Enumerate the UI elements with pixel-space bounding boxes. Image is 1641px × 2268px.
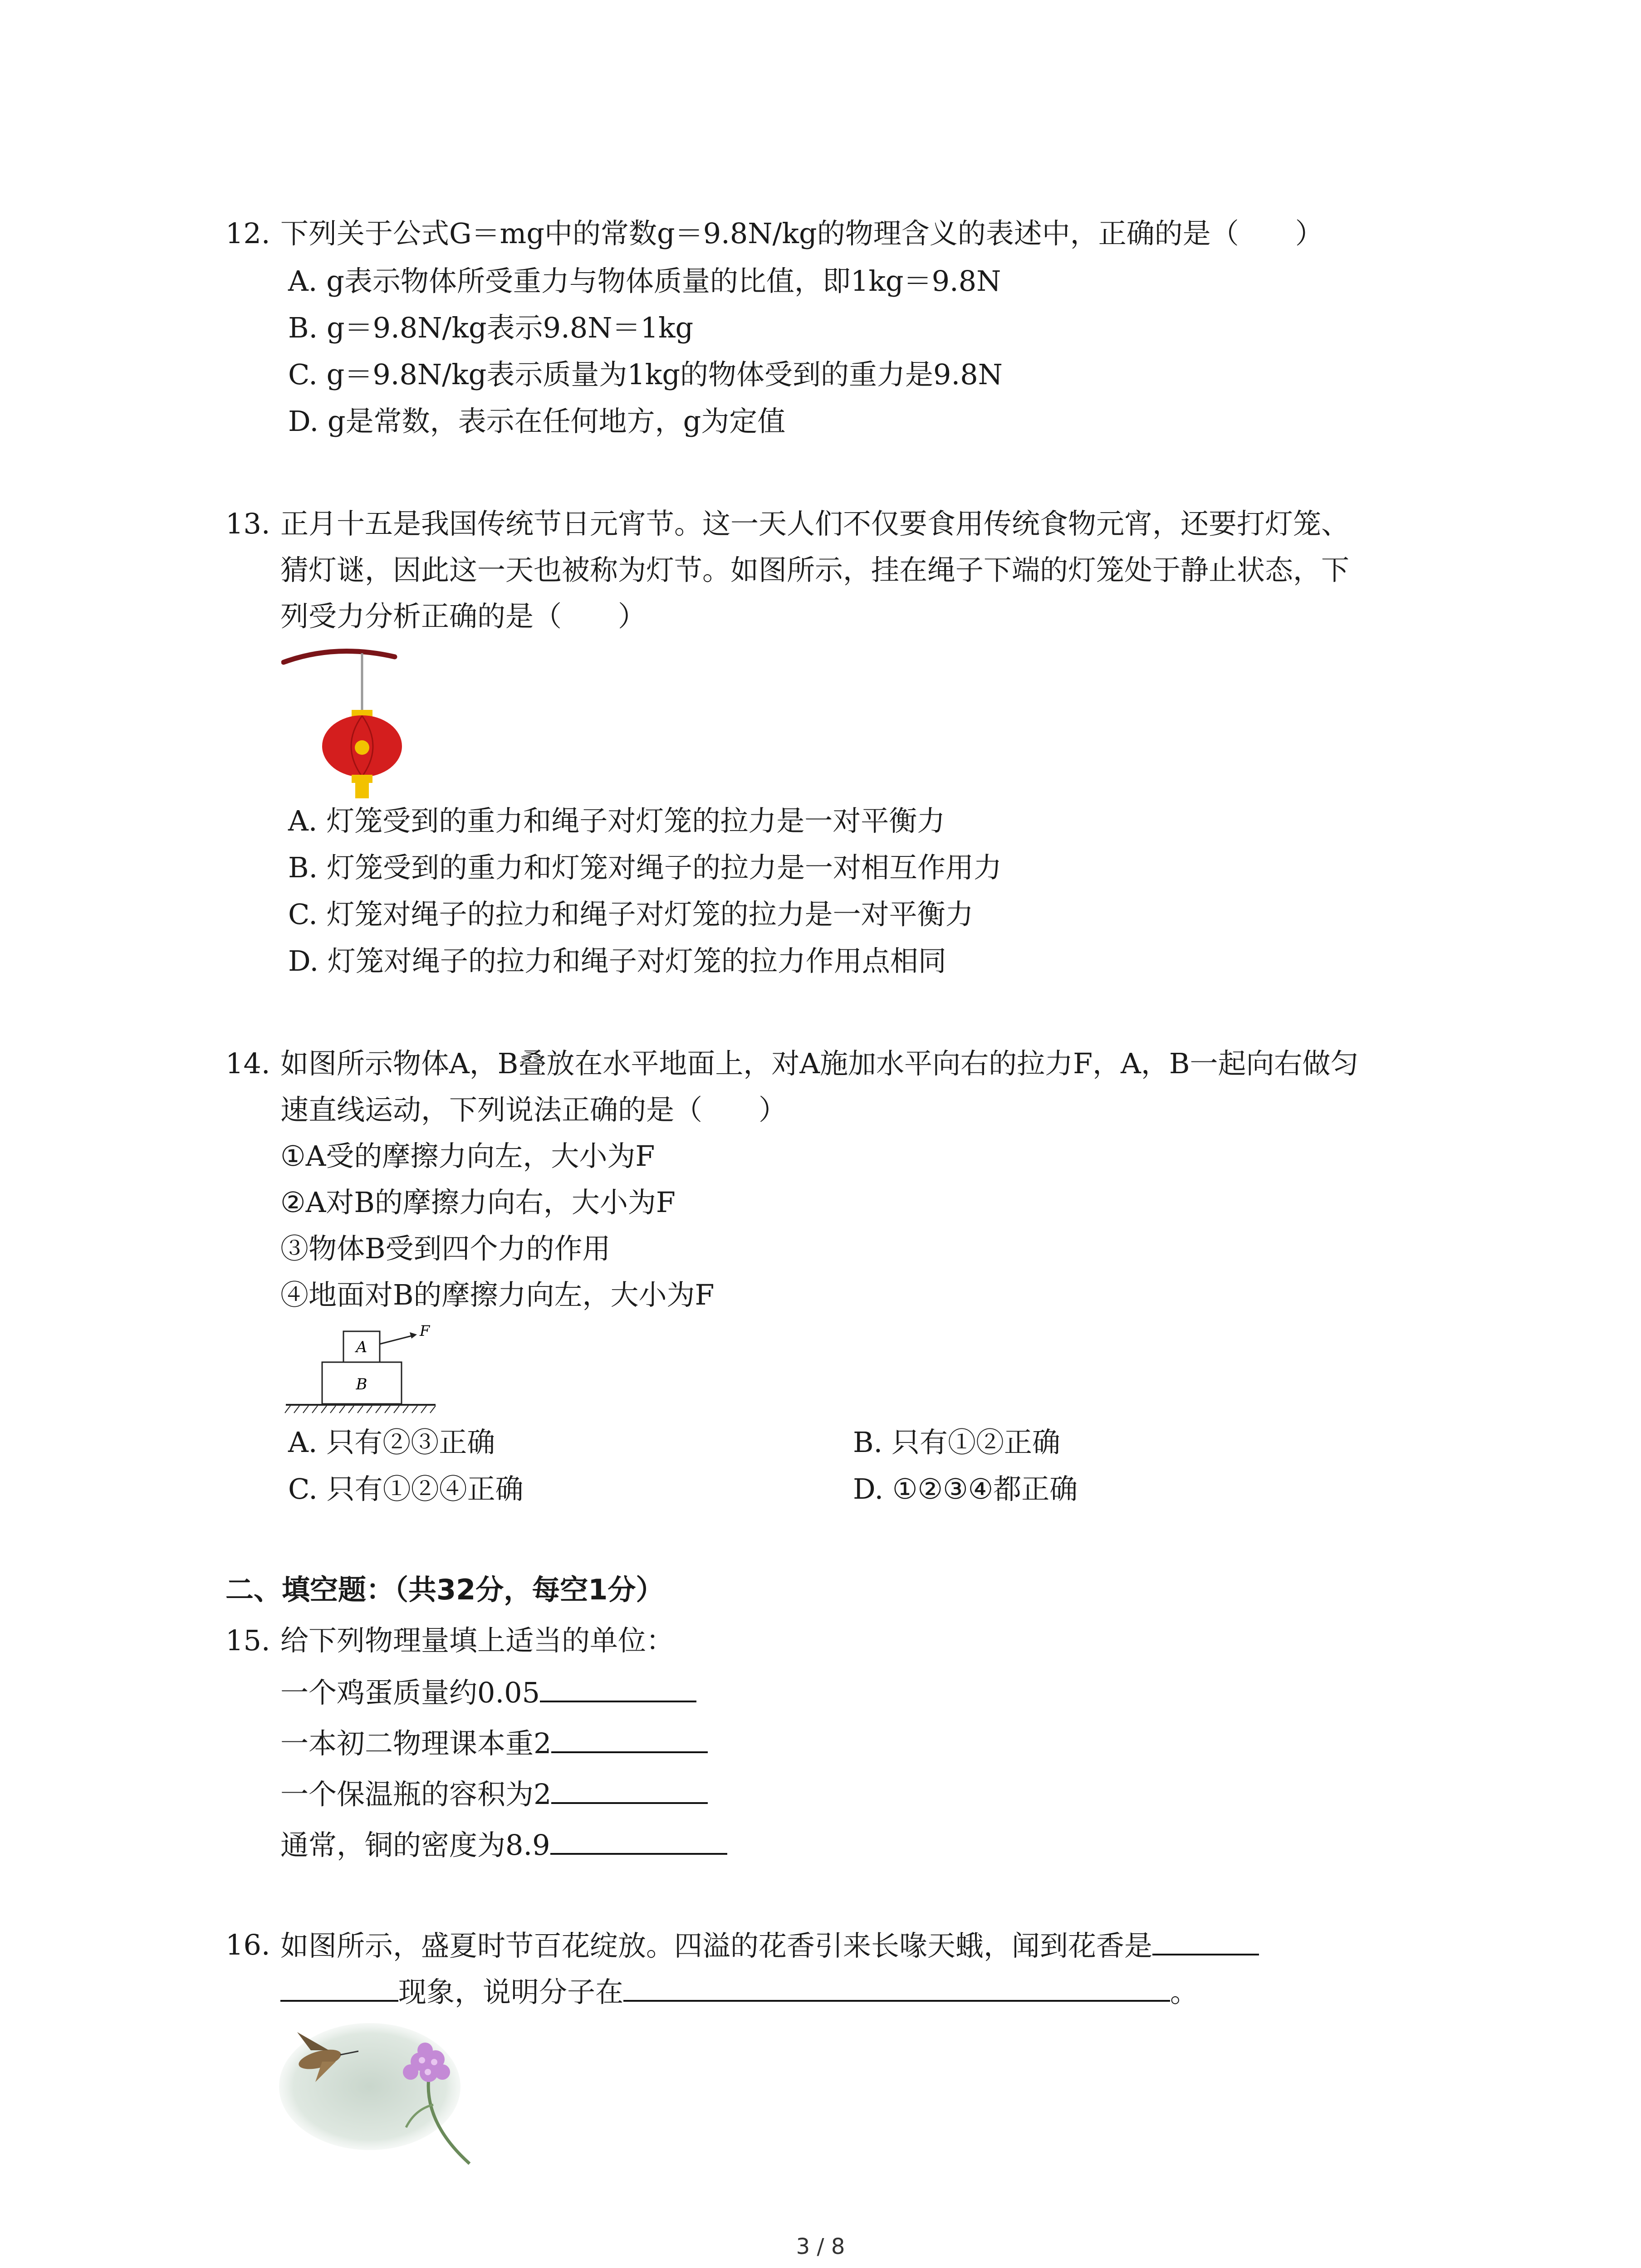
q13-stem-line-3: 列受力分析正确的是（ ） bbox=[280, 600, 647, 633]
q12-option-d: D. g是常数，表示在任何地方，g为定值 bbox=[288, 405, 786, 438]
q15-blank-1[interactable] bbox=[540, 1672, 696, 1702]
q14-number: 14. bbox=[225, 1047, 270, 1080]
q12-stem: 下列关于公式G＝mg中的常数g＝9.8N/kg的物理含义的表述中，正确的是（ ） bbox=[280, 217, 1323, 250]
q14-stem-line-1: 如图所示物体A，B叠放在水平地面上，对A施加水平向右的拉力F，A，B一起向右做匀 bbox=[280, 1047, 1359, 1080]
page-number: 3 / 8 bbox=[796, 2234, 845, 2259]
q15-blank-3[interactable] bbox=[551, 1773, 708, 1804]
q15-number: 15. bbox=[225, 1624, 270, 1657]
q12-option-b: B. g＝9.8N/kg表示9.8N＝1kg bbox=[288, 311, 694, 344]
q15-item-1-text: 一个鸡蛋质量约0.05 bbox=[280, 1676, 540, 1709]
q15-item-2 bbox=[280, 1722, 708, 1764]
q14-option-b: B. 只有①②正确 bbox=[853, 1426, 1060, 1459]
q16-line-2 bbox=[280, 1971, 1198, 2013]
q12-option-c: C. g＝9.8N/kg表示质量为1kg的物体受到的重力是9.8N bbox=[288, 358, 1003, 391]
q14-statement-4: ④地面对B的摩擦力向左，大小为F bbox=[280, 1278, 715, 1311]
q14-stem-line-2: 速直线运动，下列说法正确的是（ ） bbox=[280, 1093, 787, 1126]
blocks-figure bbox=[284, 1322, 438, 1418]
q12-option-a: A. g表示物体所受重力与物体质量的比值，即1kg＝9.8N bbox=[288, 264, 1001, 298]
q16-line-1 bbox=[280, 1925, 1259, 1966]
q16-line-2-text: 现象，说明分子在 bbox=[398, 1975, 624, 2009]
q15-item-4-text: 通常，铜的密度为8.9 bbox=[280, 1828, 550, 1862]
q16-line-2-end: 。 bbox=[1170, 1975, 1199, 2009]
q15-blank-2[interactable] bbox=[551, 1722, 708, 1753]
q14-statement-2: ②A对B的摩擦力向右，大小为F bbox=[280, 1186, 676, 1219]
force-f-label: F bbox=[420, 1322, 430, 1339]
q14-option-a: A. 只有②③正确 bbox=[288, 1426, 495, 1459]
q12-number: 12. bbox=[225, 217, 270, 250]
lantern-figure bbox=[281, 644, 413, 798]
q13-option-c: C. 灯笼对绳子的拉力和绳子对灯笼的拉力是一对平衡力 bbox=[288, 898, 974, 931]
moth-flower-figure bbox=[279, 2019, 483, 2173]
q14-option-c: C. 只有①②④正确 bbox=[288, 1472, 524, 1505]
q16-blank-1b[interactable] bbox=[280, 1971, 398, 2002]
q14-statement-3: ③物体B受到四个力的作用 bbox=[280, 1232, 611, 1265]
q15-item-4 bbox=[280, 1824, 727, 1866]
block-b-label: B bbox=[356, 1375, 367, 1393]
q13-stem-line-2: 猜灯谜，因此这一天也被称为灯节。如图所示，挂在绳子下端的灯笼处于静止状态，下 bbox=[280, 553, 1350, 587]
section-2-title: 二、填空题：（共32分，每空1分） bbox=[225, 1573, 664, 1606]
q13-option-b: B. 灯笼受到的重力和灯笼对绳子的拉力是一对相互作用力 bbox=[288, 851, 1002, 884]
q15-item-1 bbox=[280, 1672, 696, 1713]
block-a-label: A bbox=[356, 1338, 367, 1356]
q13-stem-line-1: 正月十五是我国传统节日元宵节。这一天人们不仅要食用传统食物元宵，还要打灯笼、 bbox=[280, 507, 1350, 540]
q13-option-a: A. 灯笼受到的重力和绳子对灯笼的拉力是一对平衡力 bbox=[288, 804, 945, 837]
q13-option-d: D. 灯笼对绳子的拉力和绳子对灯笼的拉力作用点相同 bbox=[288, 944, 946, 978]
q16-line-1-text: 如图所示，盛夏时节百花绽放。四溢的花香引来长喙天蛾，闻到花香是 bbox=[280, 1929, 1153, 1962]
q13-number: 13. bbox=[225, 507, 270, 540]
q15-item-3 bbox=[280, 1773, 708, 1815]
q15-blank-4[interactable] bbox=[550, 1824, 727, 1855]
q14-option-d: D. ①②③④都正确 bbox=[853, 1472, 1078, 1505]
q14-statement-1: ①A受的摩擦力向左，大小为F bbox=[280, 1139, 655, 1173]
q15-item-2-text: 一本初二物理课本重2 bbox=[280, 1727, 552, 1760]
q16-blank-2[interactable] bbox=[623, 1971, 1170, 2002]
q16-blank-1a[interactable] bbox=[1152, 1925, 1259, 1955]
q15-stem: 给下列物理量填上适当的单位： bbox=[280, 1624, 675, 1657]
q15-item-3-text: 一个保温瓶的容积为2 bbox=[280, 1778, 552, 1811]
q16-number: 16. bbox=[225, 1928, 270, 1961]
